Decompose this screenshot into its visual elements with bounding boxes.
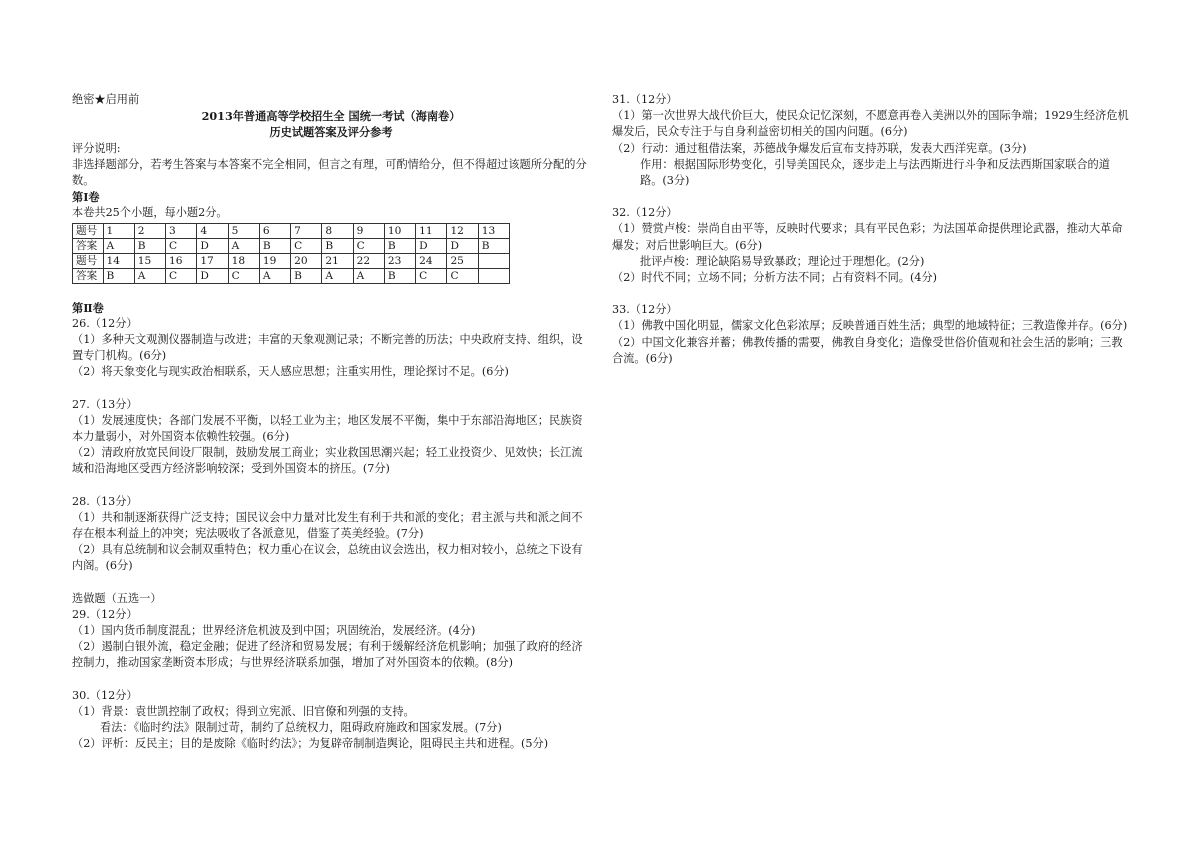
answer-table-cell: 答案: [73, 238, 104, 253]
q31-answer-2: （2）行动：通过租借法案，苏德战争爆发后宣布支持苏联，发表大西洋宪章。(3分): [612, 141, 1027, 155]
answer-table-cell: B: [384, 268, 415, 283]
answer-table-cell: 13: [478, 223, 509, 238]
q31-answer-1: （1）第一次世界大战代价巨大，使民众记忆深刻，不愿意再卷入美洲以外的国际争端；1929生经济危机爆发后，民众专注于与自身利益密切相关的国内问题。(6分): [612, 109, 1129, 139]
answer-table-cell: 10: [384, 223, 415, 238]
right-column: [612, 92, 1130, 367]
answer-table-cell: B: [322, 238, 353, 253]
answer-table-cell: C: [166, 268, 197, 283]
answer-table-cell: C: [447, 268, 478, 283]
answer-table-cell: 23: [384, 253, 415, 268]
answer-table-cell: B: [103, 268, 134, 283]
q33-head: 33.（12分）: [612, 303, 678, 317]
q32-answer-1b: 批评卢梭：理论缺陷易导致暴政；理论过于理想化。(2分): [640, 254, 925, 268]
answer-table-cell: D: [197, 268, 228, 283]
q28-answer-1: （1）共和制逐渐获得广泛支持；国民议会中力量对比发生有利于共和派的变化；君主派与共和派之间不存在根本利益上的冲突；宪法吸收了各派意见，借鉴了英美经验。(7分): [72, 510, 583, 541]
answer-table-cell: 2: [134, 223, 165, 238]
q26-answer-2: （2）将天象变化与现实政治相联系，天人感应思想；注重实用性，理论探讨不足。(6分): [72, 365, 509, 379]
answer-table-cell: D: [416, 238, 447, 253]
answer-table-cell: C: [353, 238, 384, 253]
q29-head: 29.（12分）: [72, 607, 138, 621]
answer-table-cell: 16: [166, 253, 197, 268]
q27-answer-1: （1）发展速度快；各部门发展不平衡，以轻工业为主；地区发展不平衡，集中于东部沿海地区；民族资本力量弱小，对外国资本依赖性较强。(6分): [72, 413, 583, 444]
answer-table-cell: 12: [447, 223, 478, 238]
answer-table-cell: A: [259, 268, 290, 283]
part1-heading: 第Ⅰ卷: [72, 190, 100, 205]
secret-label: 绝密★启用前: [72, 93, 140, 106]
q32-head: 32.（12分）: [612, 206, 678, 220]
answer-table: [72, 223, 510, 284]
answer-table-cell: 3: [166, 223, 197, 238]
answer-table-cell: 8: [322, 223, 353, 238]
answer-table-cell: B: [259, 238, 290, 253]
q33-answer-1: （1）佛教中国化明显，儒家文化色彩浓厚；反映普通百姓生活；典型的地域特征；三教造像并存。(6分): [612, 319, 1128, 333]
answer-table-cell: D: [197, 238, 228, 253]
q30-answer-1: （1）背景：袁世凯控制了政权；得到立宪派、旧官僚和列强的支持。: [72, 704, 415, 718]
q31-answer-2b: 作用：根据国际形势变化，引导美国民众，逐步走上与法西斯进行斗争和反法西斯国家联合的道路。(3分): [640, 157, 1110, 188]
q27-head: 27.（13分）: [72, 397, 138, 411]
answer-table-cell: D: [447, 238, 478, 253]
notes-heading: 评分说明:: [72, 141, 121, 155]
q33-answer-2: （2）中国文化兼容并蓄；佛教传播的需要，佛教自身变化；造像受世俗价值观和社会生活的影响；三教合流。(6分): [612, 335, 1123, 365]
answer-table-cell: C: [416, 268, 447, 283]
answer-table-cell: 4: [197, 223, 228, 238]
answer-table-cell: 1: [103, 223, 134, 238]
answer-table-cell: 11: [416, 223, 447, 238]
q28-head: 28.（13分）: [72, 494, 138, 508]
left-column: [72, 92, 590, 753]
answer-table-cell: B: [134, 238, 165, 253]
answer-table-cell: 17: [197, 253, 228, 268]
answer-table-cell: [478, 253, 509, 268]
answer-table-cell: A: [322, 268, 353, 283]
answer-table-cell: 答案: [73, 268, 104, 283]
answer-table-cell: 19: [259, 253, 290, 268]
answer-table-cell: 9: [353, 223, 384, 238]
answer-table-cell: C: [291, 238, 322, 253]
answer-table-cell: A: [134, 268, 165, 283]
answer-table-row: [73, 238, 510, 253]
answer-table-cell: A: [228, 238, 259, 253]
q27-answer-2: （2）清政府放宽民间设厂限制，鼓励发展工商业；实业救国思潮兴起；轻工业投资少、见效快；长江流域和沿海地区受西方经济影响较深；受到外国资本的挤压。(7分): [72, 446, 583, 476]
answer-table-cell: 18: [228, 253, 259, 268]
answer-table-cell: 题号: [73, 223, 104, 238]
answer-table-row: [73, 253, 510, 268]
doc-title: 2013年普通高等学校招生全 国统一考试（海南卷）: [201, 109, 461, 124]
answer-table-cell: A: [353, 268, 384, 283]
answer-table-cell: 21: [322, 253, 353, 268]
answer-table-cell: C: [228, 268, 259, 283]
answer-table-cell: A: [103, 238, 134, 253]
q31-head: 31.（12分）: [612, 93, 678, 106]
answer-table-cell: 6: [259, 223, 290, 238]
q30-head: 30.（12分）: [72, 688, 138, 702]
part1-intro: 本卷共25个小题，每小题2分。: [72, 206, 228, 220]
answer-table-cell: C: [166, 238, 197, 253]
part2-heading: 第Ⅱ卷: [72, 300, 104, 315]
q26-answer-1: （1）多种天文观测仪器制造与改进；丰富的天象观测记录；不断完善的历法；中央政府支持、组织，设置专门机构。(6分): [72, 333, 583, 363]
doc-subtitle: 历史试题答案及评分参考: [269, 125, 393, 140]
elective-heading: 选做题（五选一）: [72, 591, 162, 605]
answer-table-cell: 20: [291, 253, 322, 268]
answer-table-row: [73, 223, 510, 238]
q32-answer-2: （2）时代不同；立场不同；分析方法不同；占有资料不同。(4分): [612, 271, 938, 285]
answer-table-cell: 25: [447, 253, 478, 268]
answer-table-cell: 14: [103, 253, 134, 268]
answer-table-cell: 22: [353, 253, 384, 268]
answer-table-cell: 5: [228, 223, 259, 238]
q26-head: 26.（12分）: [72, 316, 138, 330]
answer-table-cell: B: [291, 268, 322, 283]
q30-answer-1b: 看法：《临时约法》限制过苛，制约了总统权力，阻碍政府施政和国家发展。(7分): [100, 721, 502, 735]
answer-table-cell: 24: [416, 253, 447, 268]
answer-table-cell: 7: [291, 223, 322, 238]
answer-table-cell: [478, 268, 509, 283]
answer-table-row: [73, 268, 510, 283]
notes-body: 非选择题部分，若考生答案与本答案不完全相同，但言之有理，可酌情给分，但不得超过该题所分配的分数。: [72, 157, 587, 188]
answer-table-cell: 题号: [73, 253, 104, 268]
q29-answer-2: （2）遏制白银外流，稳定金融；促进了经济和贸易发展；有利于缓解经济危机影响；加强了政府的经济控制力，推动国家垄断资本形成；与世界经济联系加强，增加了对外国资本的依赖。(8分): [72, 640, 583, 670]
answer-table-cell: B: [478, 238, 509, 253]
q29-answer-1: （1）国内货币制度混乱；世界经济危机波及到中国；巩固统治，发展经济。(4分): [72, 624, 476, 638]
answer-table-cell: B: [384, 238, 415, 253]
q30-answer-2: （2）评析：反民主；目的是废除《临时约法》；为复辟帝制制造舆论，阻碍民主共和进程。(5分): [72, 737, 549, 751]
q28-answer-2: （2）具有总统制和议会制双重特色；权力重心在议会，总统由议会选出，权力相对较小，总统之下设有内阁。(6分): [72, 543, 583, 573]
answer-table-cell: 15: [134, 253, 165, 268]
q32-answer-1: （1）赞赏卢梭：崇尚自由平等，反映时代要求；具有平民色彩；为法国革命提供理论武器，推动大革命爆发；对后世影响巨大。(6分): [612, 222, 1123, 252]
